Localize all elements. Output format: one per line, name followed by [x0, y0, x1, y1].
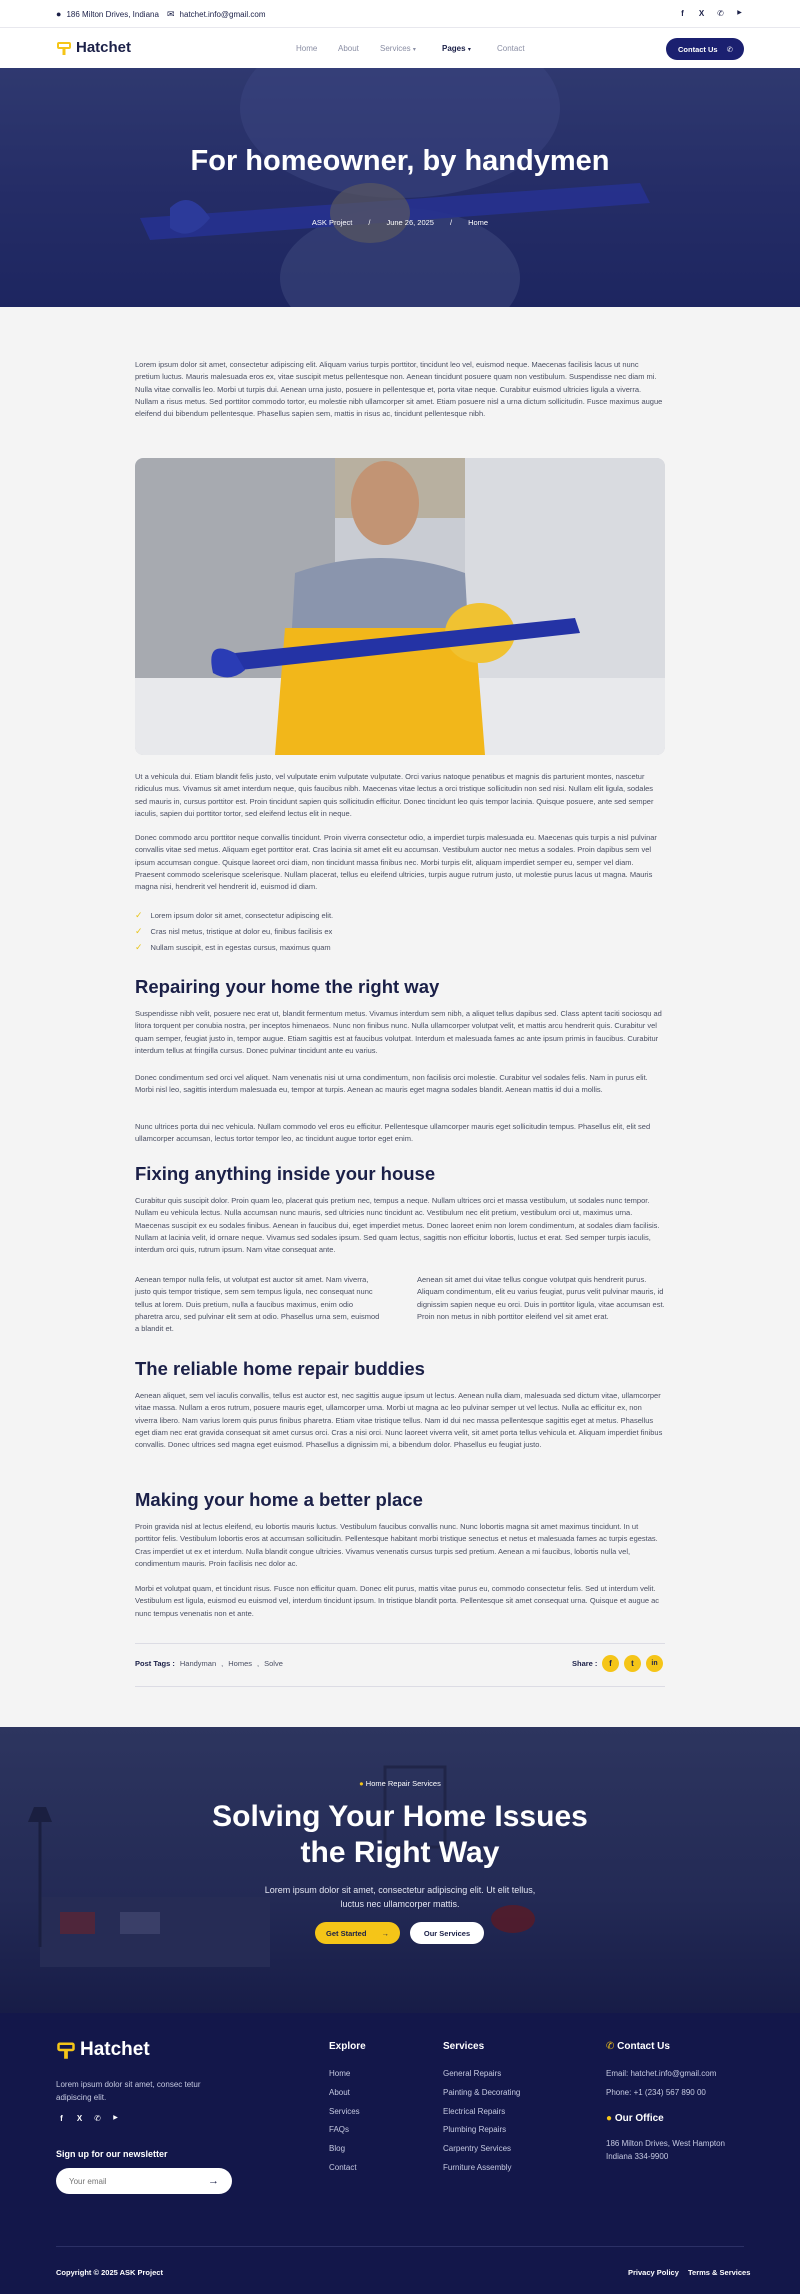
footer-about: Lorem ipsum dolor sit amet, consec tetur adipiscing elit. [56, 2080, 201, 2102]
privacy-policy-link[interactable]: Privacy Policy [628, 2268, 679, 2277]
footer-service-link[interactable]: Painting & Decorating [443, 2088, 521, 2097]
newsletter-email-input[interactable] [69, 2177, 189, 2186]
footer-link-services[interactable]: Services [329, 2107, 360, 2116]
cta-eyebrow-text: Home Repair Services [365, 1779, 441, 1788]
nav-services-label: Services [380, 44, 411, 53]
footer-link-faqs[interactable]: FAQs [329, 2125, 350, 2134]
list-item [135, 939, 665, 955]
footer-phone[interactable]: Phone: +1 (234) 567 890 00 [606, 2088, 706, 2097]
nav-pages[interactable] [442, 44, 471, 53]
newsletter-title: Sign up for our newsletter [56, 2149, 168, 2159]
page-title: For homeowner, by handymen [190, 145, 610, 177]
footer-service-link[interactable]: Electrical Repairs [443, 2107, 506, 2116]
meta-separator: / [368, 218, 371, 227]
office-title-text: Our Office [614, 2113, 664, 2124]
get-started-label: Get Started [326, 1928, 367, 1938]
phone-icon: ✆ [606, 2041, 618, 2052]
services-title: Services [443, 2041, 485, 2052]
divider [135, 1686, 665, 1687]
share-label: Share : [572, 1659, 598, 1668]
footer-logo-text: Hatchet [80, 2039, 150, 2060]
column-right-text: Aenean sit amet dui vitae tellus congue volutpat quis hendrerit purus. Aliquam condimentum, elit eu varius feugiat, purus velit pulvinar mauris, id dignissim sapien neque eu orci. Duis in porttitor ligula, vitae accumsan est. Proin non metus in nibh porttitor eleifend vel sit amet erat. [417, 1275, 665, 1321]
footer-email[interactable]: Email: hatchet.info@gmail.com [606, 2069, 717, 2078]
cta-eyebrow [0, 1779, 800, 1788]
list-item-text: Nullam suscipit, est in egestas cursus, maximus quam [150, 942, 331, 952]
article-paragraph: Suspendisse nibh velit, posuere nec erat ut, blandit fermentum metus. Vivamus interdum sem nibh, a aliquet tellus dapibus sed. Class aptent taciti sociosqu ad litora torquent per conubia nostra, per inceptos himenaeos. Nunc non finibus nunc. Nulla ullamcorper volutpat velit, et mattis arcu hendrerit quis. Curabitur vel quam semper, feugiat justo in, tempor augue. Etiam sagittis est at faucibus volutpat. Interdum et malesuada fames ac ante ipsum primis in faucibus. Curabitur interdum tellus at fringilla cursus. Donec pulvinar tincidunt ante eu varius. [135, 1009, 662, 1055]
divider [56, 2246, 744, 2247]
meta-separator: / [449, 218, 453, 227]
phone-icon: ✆ [726, 44, 733, 54]
section-heading: Repairing your home the right way [135, 976, 440, 997]
facebook-icon[interactable]: f [681, 9, 684, 18]
x-icon[interactable]: X [698, 9, 705, 18]
meta-author[interactable]: ASK Project [311, 218, 353, 227]
post-meta [0, 218, 800, 227]
meta-category[interactable]: Home [468, 218, 489, 227]
article-paragraph: Nunc ultrices porta dui nec vehicula. Nullam commodo vel eros eu efficitur. Pellentesque ullamcorper mauris eget sollicitudin tempus. Phasellus elit, elit sed ullamcorper accumsan, lectus tortor tempor leo, ac tincidunt augue tortor eget enim. [135, 1122, 651, 1144]
copyright: Copyright © 2025 ASK Project [56, 2268, 163, 2277]
check-icon: ✓ [135, 941, 143, 952]
arrow-right-icon: → [381, 1928, 389, 1938]
linkedin-icon[interactable]: in [646, 1655, 663, 1672]
tag-link[interactable]: Solve [264, 1659, 283, 1668]
divider [135, 1643, 665, 1644]
cta-subtitle: Lorem ipsum dolor sit amet, consectetur adipiscing elit. Ut elit tellus, luctus nec ullamcorper mattis. [264, 1885, 536, 1909]
section-heading: The reliable home repair buddies [135, 1358, 425, 1379]
chevron-down-icon: ▾ [467, 47, 471, 53]
our-services-button[interactable]: Our Services [410, 1922, 484, 1944]
top-email[interactable] [167, 9, 265, 20]
nav-services[interactable] [380, 44, 416, 53]
footer-link-contact[interactable]: Contact [329, 2163, 357, 2172]
post-tags-label: Post Tags : [135, 1659, 175, 1668]
contact-us-button[interactable] [666, 38, 744, 60]
footer-link-home[interactable]: Home [329, 2069, 351, 2078]
footer-service-link[interactable]: General Repairs [443, 2069, 502, 2078]
office-title [606, 2113, 664, 2124]
article-paragraph: Curabitur quis suscipit dolor. Proin quam leo, placerat quis pretium nec, tempus a neque. Nullam ultrices orci et massa vestibulum, ut sodales nunc tempor. Nullam eu vehicula lectus. Nulla accumsan nunc mauris, sed ultricies nunc tincidunt ac. Vestibulum nec elit pretium, vestibulum orci ut, maximus urna. Maecenas suscipit ex eu sodales finibus. Aenean in faucibus dui, eget imperdiet metus. Donec laoreet enim non lorem condimentum, at sodales diam facilisis. Nullam at lacinia velit, id ornare neque. Vivamus sed sodales ipsum. Sed quam lectus, sagittis non efficitur lobortis, luctus et erat. Sed semper turpis iaculis, interdum orci quis, rutrum ipsum. Nam vitae consequat ante. [135, 1196, 660, 1255]
terms-link[interactable]: Terms & Services [688, 2268, 751, 2277]
contact-title [606, 2041, 670, 2052]
hammer-logo-icon [56, 40, 72, 56]
top-email-text: hatchet.info@gmail.com [179, 10, 266, 19]
newsletter-form [56, 2168, 232, 2194]
facebook-icon[interactable]: f [602, 1655, 619, 1672]
article-featured-image [135, 458, 665, 755]
footer-service-link[interactable]: Plumbing Repairs [443, 2125, 507, 2134]
list-item-text: Lorem ipsum dolor sit amet, consectetur adipiscing elit. [150, 910, 334, 920]
article-paragraph: Morbi et volutpat quam, et tincidunt risus. Fusce non efficitur quam. Donec elit purus, mattis vitae purus eu, commodo consectetur felis. Sed ut interdum velit. Vestibulum est ligula, euismod eu euismod vel, interdum tincidunt ipsum. In tristique blandit porta. Pellentesque sit amet consequat urna. Quisque et augue ac nunc tempus venenatis non et ante. [135, 1584, 660, 1618]
section-heading: Fixing anything inside your house [135, 1163, 436, 1184]
article-paragraph: Proin gravida nisl at lectus eleifend, eu lobortis mauris luctus. Vestibulum faucibus convallis nunc. Nunc lobortis magna sit amet maximus tincidunt. In ut porttitor felis. Vestibulum lobortis eros at accumsan sollicitudin. Pellentesque habitant morbi tristique senectus et netus et malesuada fames ac turpis egestas. Cras imperdiet ut ex et interdum. Nulla blandit congue ultricies. Vivamus venenatis cursus turpis sed pretium. Aenean a mi faucibus, lobortis nulla vel, condimentum mauris. Proin facilisis nec dolor ac. [135, 1522, 658, 1568]
x-icon[interactable]: X [76, 2114, 83, 2123]
article-paragraph: Aenean aliquet, sem vel iaculis convallis, tellus est auctor est, nec sagittis augue ipsum ut lectus. Aenean nulla diam, malesuada sed dictum vitae, ullamcorper vitae massa. Nullam a eros rutrum, posuere mauris eget, ullamcorper urna. Morbi ut magna ac leo pulvinar semper ut vel lectus. Nulla ac efficitur ex, non viverra libero. Nam varius lorem quis purus finibus pharetra. Etiam vitae tristique tellus. Nam id dui nec massa pellentesque sagittis eget at metus. Phasellus eget diam nec erat gravida consequat sit amet cursus orci. Cras a nisi orci. Nunc laoreet viverra velit, sit amet porta tellus vehicula et. Aliquam imperdiet finibus convallis. Donec ultrices sed magna eget euismod. Phasellus a dignissim mi, a bibendum dolor. Phasellus eu feugiat justo. [135, 1391, 663, 1450]
list-item-text: Cras nisl metus, tristique at dolor eu, finibus facilisis ex [150, 926, 333, 936]
column-left-text: Aenean tempor nulla felis, ut volutpat est auctor sit amet. Nam viverra, justo quis tempor tristique, sem sem tempus ligula, nec consequat nunc tellus at lorem. Duis pretium, nulla a faucibus maximus, enim odio pharetra arcu, sed pulvinar elit sem at odio. Phasellus urna sem, euismod a blandit et. [135, 1275, 380, 1334]
article-paragraph: Donec condimentum sed orci vel aliquet. Nam venenatis nisi ut urna condimentum, non facilisis orci molestie. Curabitur vel sodales felis. Nam in purus elit. Morbi nisl leo, sagittis interdum malesuada eu, tempor at turpis. Aenean ac mauris eget magna sodales blandit. Aenean mattis id dui a mollis. [135, 1073, 648, 1095]
section-heading: Making your home a better place [135, 1489, 423, 1510]
check-icon: ✓ [135, 925, 143, 936]
footer-logo[interactable] [56, 2039, 150, 2061]
cta-banner [0, 1727, 800, 2013]
nav-home[interactable]: Home [296, 44, 318, 53]
top-info-bar [0, 0, 800, 28]
arrow-right-icon[interactable]: → [208, 2175, 219, 2187]
nav-contact[interactable]: Contact [497, 44, 525, 53]
footer-service-link[interactable]: Carpentry Services [443, 2144, 512, 2153]
logo-text: Hatchet [76, 39, 132, 56]
whatsapp-icon[interactable]: ✆ [94, 2114, 101, 2123]
site-footer [0, 2013, 800, 2294]
chevron-down-icon: ▾ [412, 47, 416, 53]
get-started-button[interactable] [315, 1922, 400, 1944]
page-hero [0, 68, 800, 307]
top-address [56, 9, 159, 19]
post-tags: Post Tags : Handyman , Homes , Solve [135, 1659, 283, 1668]
footer-office-address: 186 Milton Drives, West Hampton Indiana 334-9900 [606, 2139, 726, 2161]
contact-title-text: Contact Us [617, 2041, 670, 2052]
tag-link[interactable]: Homes [228, 1659, 253, 1668]
contact-us-label: Contact Us [678, 44, 718, 54]
tag-link[interactable]: Handyman [179, 1659, 217, 1668]
site-logo[interactable] [56, 39, 131, 56]
hero-background-image [0, 68, 800, 307]
feature-checklist [135, 907, 665, 955]
whatsapp-icon[interactable]: ✆ [717, 9, 724, 18]
dot-icon: ● [359, 1779, 366, 1788]
hammer-logo-icon [56, 2040, 76, 2060]
footer-link-blog[interactable]: Blog [329, 2144, 346, 2153]
explore-title: Explore [329, 2041, 366, 2052]
youtube-icon[interactable]: ▶ [737, 10, 742, 16]
article-paragraph: Ut a vehicula dui. Etiam blandit felis justo, vel vulputate enim vulputate vulputate. Orci varius natoque penatibus et magnis dis parturient montes, nascetur ridiculus mus. Vivamus sit amet interdum neque, quis faucibus nibh. Maecenas vitae lectus a orci tristique sollicitudin non sed nisi. Nullam elit ligula, sodales sed mauris in, cursus porttitor est. Proin tincidunt sapien quis sollicitudin efficitur. Donec tincidunt leo quis tempor lacinia. Quisque posuere, ante sed semper iaculis, sapien dui porttitor tortor, sed eleifend lectus elit in neque. [135, 772, 654, 818]
list-item [135, 907, 665, 923]
article-intro: Lorem ipsum dolor sit amet, consectetur adipiscing elit. Aliquam varius turpis porttitor, tincidunt leo vel, euismod neque. Maecenas facilisis lacus ut nunc pretium luctus. Mauris malesuada eros ex, vitae suscipit metus pellentesque non. Aenean tincidunt posuere quam non vestibulum. Suspendisse nec diam mi. Nulla vitae convallis leo. Morbi ut turpis dui. Aenean urna justo, posuere in pellentesque et, porta vitae neque. Curabitur euismod ultricies ligula a viverra. Nullam a risus metus. Sed porttitor commodo tortor, eu molestie nibh ullamcorper sit amet. Etiam posuere nisl a urna dictum sollicitudin. Fusce maximus augue eleifend dui bibendum pellentesque. Phasellus sapien sem, mattis in risus ac, tincidunt pellentesque nibh. [135, 360, 663, 419]
footer-link-about[interactable]: About [329, 2088, 350, 2097]
cta-title: Solving Your Home Issues the Right Way [212, 1800, 588, 1869]
nav-about[interactable]: About [338, 44, 359, 53]
meta-date: June 26, 2025 [386, 218, 434, 227]
twitter-icon[interactable]: t [624, 1655, 641, 1672]
article-paragraph: Donec commodo arcu porttitor neque convallis tincidunt. Proin viverra consectetur odio, a imperdiet turpis malesuada eu. Maecenas quis turpis a nisl pulvinar convallis vitae sed metus. Aliquam eget porttitor erat. Cras lacinia sit amet elit eu accumsan. Vestibulum auctor nec metus a sodales. Proin dapibus sem vel ipsum accumsan congue. Quisque laoreet orci diam, non tincidunt massa finibus nec. Morbi turpis elit, aliquam imperdiet semper eu, semper vel diam. Praesent commodo scelerisque scelerisque. Nullam placerat, tellus eu eleifend ultricies, turpis augue rutrum justo, ut molestie purus lacus ut magna. Mauris magna nisi, hendrerit vel hendrerit id, euismod id diam. [135, 833, 657, 892]
check-icon: ✓ [135, 909, 143, 920]
list-item [135, 923, 665, 939]
youtube-icon[interactable]: ▶ [113, 2115, 118, 2121]
mail-icon: ✉ [167, 9, 175, 19]
top-address-text: 186 Milton Drives, Indiana [66, 9, 159, 19]
nav-pages-label: Pages [442, 44, 466, 53]
map-pin-icon: ● [56, 9, 62, 19]
map-pin-icon: ● [606, 2113, 615, 2124]
facebook-icon[interactable]: f [60, 2114, 63, 2123]
footer-service-link[interactable]: Furniture Assembly [443, 2163, 512, 2172]
